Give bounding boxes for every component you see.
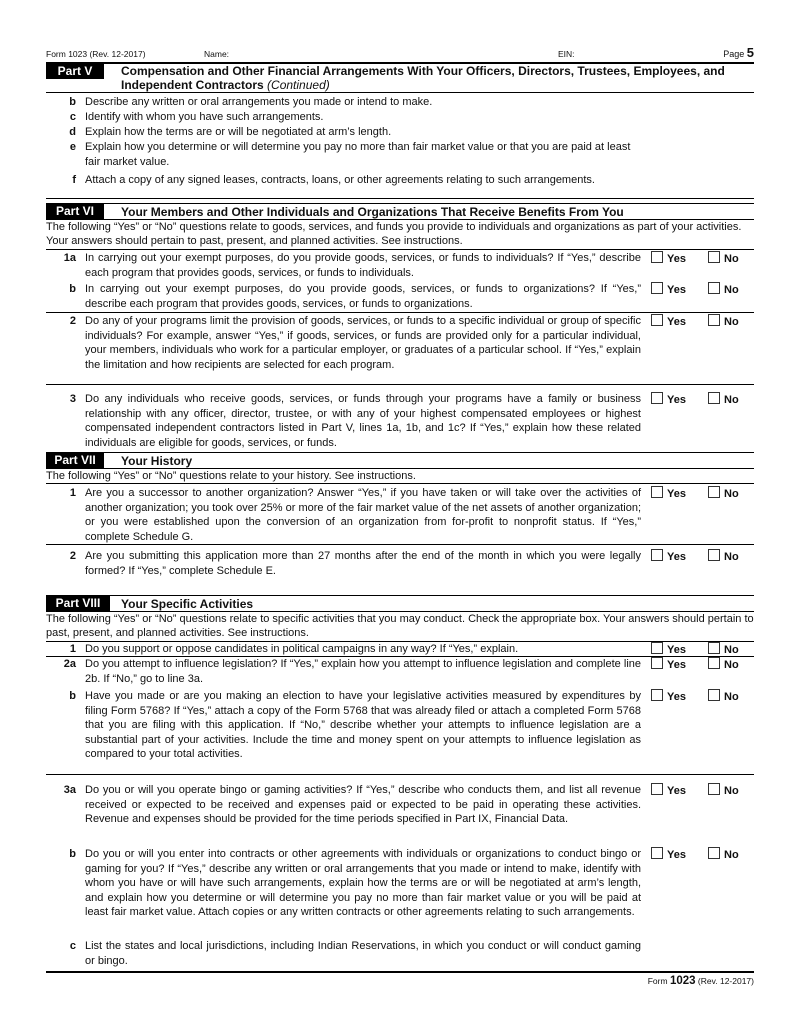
part-vi-top-rule	[46, 203, 754, 204]
page-number: 5	[746, 45, 754, 60]
yes-checkbox[interactable]	[651, 282, 663, 294]
no-checkbox[interactable]	[708, 282, 720, 294]
item-text: Do you attempt to influence legislation? If “Yes,” explain how you attempt to influence legislation and complete line 2b. If “No,” go to line 3a.	[85, 658, 641, 685]
item-text: In carrying out your exempt purposes, do you provide goods, services, or funds to organizations? If “Yes,” describe each program that provides goods, services, or funds to organizations.	[85, 283, 641, 310]
yes-checkbox[interactable]	[651, 314, 663, 326]
no-label: No	[724, 659, 739, 671]
yes-checkbox[interactable]	[651, 486, 663, 498]
name-label: Name:	[204, 49, 230, 59]
item-text: Do you or will you enter into contracts or other agreements with individuals or organizations to conduct bingo or gaming for you? If “Yes,” describe any written or oral arrangements that you made or intend to make, identify with whom you have or will have such arrangements, explain how the terms are or will be negotiated at arm’s length, and explain how you determine or will determine you pay no more than fair market value or you will be paid at least fair market value. Attach copies or any written contracts or other agreements relating to such arrangements.	[85, 848, 641, 918]
item-label: 1	[69, 487, 76, 499]
no-label: No	[724, 316, 739, 328]
item-label: b	[69, 96, 76, 108]
item-label: b	[69, 848, 76, 860]
item-label: 2a	[63, 658, 76, 670]
item-label: 1a	[63, 252, 76, 264]
item-text: Are you a successor to another organization? Answer “Yes,” if you have taken or will take over the activities of another organization; you took over 25% or more of the fair market value of the net assets of another organization; or you were established upon the conversion of an organization from for-profit to nonprofit status. If “Yes,” complete Schedule G.	[85, 487, 641, 543]
item-label: b	[69, 690, 76, 702]
no-checkbox[interactable]	[708, 392, 720, 404]
item-text: In carrying out your exempt purposes, do you provide goods, services, or funds to individuals? If “Yes,” describe each program that provides goods, services, or funds to individuals.	[85, 252, 641, 279]
part-v-title-text: Compensation and Other Financial Arrangements With Your Officers, Directors, Trustees, Employees, and Independent Contractors	[121, 64, 725, 92]
no-checkbox[interactable]	[708, 657, 720, 669]
yes-label: Yes	[667, 394, 686, 406]
no-label: No	[724, 644, 739, 656]
yes-label: Yes	[667, 551, 686, 563]
no-label: No	[724, 253, 739, 265]
form-page	[46, 44, 754, 994]
item-label: 2	[69, 315, 76, 327]
item-text: Do you or will you operate bingo or gaming activities? If “Yes,” describe who conducts them, and list all revenue received or expected to be received and expenses paid or expected to be paid in operating these activities. Revenue and expenses should be provided for the time periods specified in Part IX, Financial Data.	[85, 784, 641, 825]
no-checkbox[interactable]	[708, 314, 720, 326]
item-text: Do any of your programs limit the provision of goods, services, or funds to a specific individual or group of specific individuals? For example, answer “Yes,” if goods, services, or funds are provided only for a particular individual, your members, individuals who work for a particular employer, or graduates of a particular school. If “Yes,” explain the limitation and how recipients are selected for each program.	[85, 315, 641, 371]
no-label: No	[724, 551, 739, 563]
yes-checkbox[interactable]	[651, 783, 663, 795]
item-text: List the states and local jurisdictions, including Indian Reservations, in which you conduct or will conduct gaming or bingo.	[85, 940, 641, 967]
yes-label: Yes	[667, 659, 686, 671]
no-checkbox[interactable]	[708, 251, 720, 263]
part-viii-intro: The following “Yes” or “No” questions relate to specific activities that you may conduct. Check the appropriate box. Your answers should pertain to past, present, and planned activities. See instructions.	[46, 613, 754, 639]
item-text: Explain how the terms are or will be negotiated at arm’s length.	[85, 126, 392, 138]
no-label: No	[724, 785, 739, 797]
no-checkbox[interactable]	[708, 847, 720, 859]
no-checkbox[interactable]	[708, 642, 720, 654]
yes-label: Yes	[667, 253, 686, 265]
yes-label: Yes	[667, 785, 686, 797]
yes-checkbox[interactable]	[651, 251, 663, 263]
part-vi-intro-rule	[46, 249, 754, 250]
part-vii-intro: The following “Yes” or “No” questions relate to your history. See instructions.	[46, 470, 416, 482]
yes-label: Yes	[667, 691, 686, 703]
yes-label: Yes	[667, 488, 686, 500]
item-label: 3	[69, 393, 76, 405]
yes-checkbox[interactable]	[651, 549, 663, 561]
item-text: Attach a copy of any signed leases, contracts, loans, or other agreements relating to such arrangements.	[85, 174, 595, 186]
part-v-tag: Part V	[46, 64, 104, 79]
no-label: No	[724, 488, 739, 500]
item-text: Describe any written or oral arrangements you made or intend to make.	[85, 96, 433, 108]
part-v-continued: (Continued)	[267, 78, 330, 92]
part-vi-intro: The following “Yes” or “No” questions relate to goods, services, and funds you provide to individuals and organizations as part of your activities. Your answers should pertain to past, present, and planned activities. See instructions.	[46, 221, 742, 247]
item-label: e	[69, 141, 76, 153]
row-rule	[46, 384, 754, 385]
form-id: Form 1023 (Rev. 12-2017)	[46, 49, 146, 59]
yes-checkbox[interactable]	[651, 847, 663, 859]
part-v-rule	[46, 92, 754, 93]
no-label: No	[724, 691, 739, 703]
part-vii-top-rule	[46, 452, 754, 453]
no-label: No	[724, 394, 739, 406]
part-vi-tag: Part VI	[46, 204, 104, 219]
no-label: No	[724, 849, 739, 861]
page-indicator	[723, 45, 754, 60]
part-vii-tag: Part VII	[46, 453, 104, 468]
part-viii-title: Your Specific Activities	[121, 597, 254, 611]
yes-checkbox[interactable]	[651, 689, 663, 701]
item-text: Are you submitting this application more than 27 months after the end of the month in which you were legally formed? If “Yes,” complete Schedule E.	[85, 550, 641, 577]
item-label: b	[69, 283, 76, 295]
page-label: Page	[723, 49, 745, 59]
ein-label: EIN:	[558, 49, 575, 59]
row-rule	[46, 312, 754, 313]
part-v-end-rule	[46, 198, 754, 199]
no-checkbox[interactable]	[708, 783, 720, 795]
row-rule	[46, 774, 754, 775]
part-viii-tag: Part VIII	[46, 596, 110, 611]
item-label: d	[69, 126, 76, 138]
part-vii-title: Your History	[121, 454, 193, 468]
item-label: 3a	[63, 784, 76, 796]
no-label: No	[724, 284, 739, 296]
no-checkbox[interactable]	[708, 689, 720, 701]
item-text: Have you made or are you making an election to have your legislative activities measured by expenditures by filing Form 5768? If “Yes,” attach a copy of the Form 5768 that was already filed or attach a completed Form 5768 that you are filing with this application. If “No,” describe whether your attempts to influence legislation are a substantial part of your activities. Include the time and money spent on your attempts to influence legislation as compared to your total activities.	[85, 690, 641, 760]
footer-rule	[46, 971, 754, 973]
page-header	[46, 44, 754, 62]
item-text: Do any individuals who receive goods, services, or funds through your programs have a family or business relationship with any officer, director, trustee, or with any of your highest compensated employees or highest compensated independent contractors listed in Part V, lines 1a, 1b, and 1c? If “Yes,” explain how these related individuals are eligible for goods, services, or funds.	[85, 393, 641, 449]
footer-form-number: 1023	[669, 975, 696, 987]
no-checkbox[interactable]	[708, 549, 720, 561]
no-checkbox[interactable]	[708, 486, 720, 498]
footer-form-word: Form	[647, 976, 668, 986]
item-text: Do you support or oppose candidates in political campaigns in any way? If “Yes,” explain.	[85, 643, 519, 655]
yes-label: Yes	[667, 644, 686, 656]
yes-label: Yes	[667, 284, 686, 296]
part-vi-title: Your Members and Other Individuals and Organizations That Receive Benefits From You	[121, 205, 624, 219]
part-viii-top-rule	[46, 595, 754, 596]
yes-label: Yes	[667, 849, 686, 861]
yes-checkbox[interactable]	[651, 392, 663, 404]
yes-label: Yes	[667, 316, 686, 328]
item-label: f	[72, 174, 76, 186]
item-text: Explain how you determine or will determine you pay no more than fair market value or that you are paid at least fair market value.	[85, 141, 631, 168]
row-rule	[46, 544, 754, 545]
item-text: Identify with whom you have such arrangements.	[85, 111, 324, 123]
footer-rev: (Rev. 12-2017)	[697, 976, 754, 986]
item-label: c	[69, 940, 76, 952]
page-footer	[648, 975, 754, 987]
item-label: 2	[69, 550, 76, 562]
yes-checkbox[interactable]	[651, 642, 663, 654]
item-label: c	[69, 111, 76, 123]
yes-checkbox[interactable]	[651, 657, 663, 669]
part-v-title	[121, 64, 741, 92]
item-label: 1	[69, 643, 76, 655]
part-vii-intro-rule	[46, 483, 754, 484]
